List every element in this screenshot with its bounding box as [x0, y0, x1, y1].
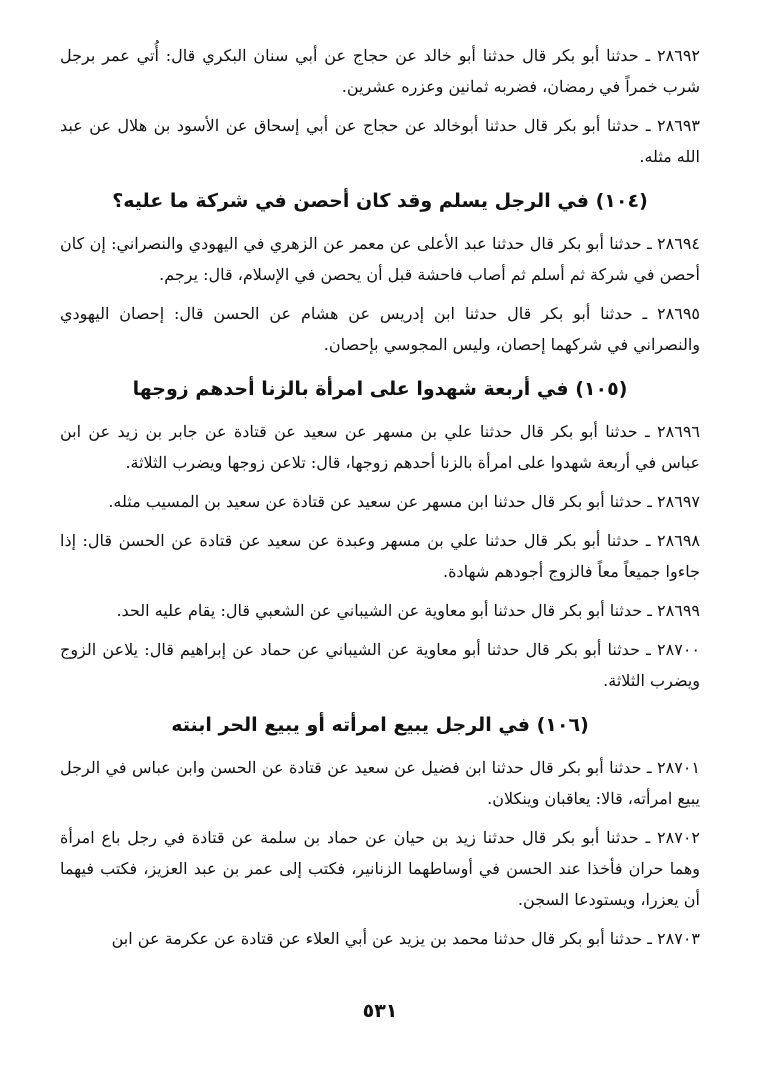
hadith-entry-28694: ٢٨٦٩٤ ـ حدثنا أبو بكر قال حدثنا عبد الأعلى عن معمر عن الزهري في اليهودي والنصراني: إن كان أحصن في شركة ثم أسلم ثم أصاب فاحشة قبل أن يحصن في الإسلام، قال: يرجم. [60, 234, 701, 284]
hadith-entry-28696: ٢٨٦٩٦ ـ حدثنا أبو بكر قال حدثنا علي بن مسهر عن سعيد عن قتادة عن جابر بن زيد عن ابن عباس في أربعة شهدوا على امرأة بالزنا أحدهم زوجها، قال: تلاعن زوجها ويضرب الثلاثة. [60, 422, 701, 472]
hadith-entry-28699: ٢٨٦٩٩ ـ حدثنا أبو بكر قال حدثنا أبو معاوية عن الشيباني عن الشعبي قال: يقام عليه الحد. [116, 601, 700, 620]
hadith-entry-28697: ٢٨٦٩٧ ـ حدثنا أبو بكر قال حدثنا ابن مسهر عن سعيد عن قتادة عن سعيد بن المسيب مثله. [108, 492, 700, 511]
hadith-entry-28695: ٢٨٦٩٥ ـ حدثنا أبو بكر قال حدثنا ابن إدريس عن هشام عن الحسن قال: إحصان اليهودي والنصراني في شركهما إحصان، وليس المجوسي بإحصان. [60, 304, 700, 354]
hadith-entry-28692: ٢٨٦٩٢ ـ حدثنا أبو بكر قال حدثنا أبو خالد عن حجاج عن أبي سنان البكري قال: أُتي عمر برجل شرب خمراً في رمضان، فضربه ثمانين وعزره عشرين. [60, 46, 700, 96]
hadith-entry-28701: ٢٨٧٠١ ـ حدثنا أبو بكر قال حدثنا ابن فضيل عن سعيد عن قتادة عن الحسن وابن عباس في الرجل يبيع امرأته، قالا: يعاقبان وينكلان. [60, 758, 700, 808]
section-heading-106: (١٠٦) في الرجل يبيع امرأته أو يبيع الحر ابنته [171, 714, 589, 736]
hadith-entry-28698: ٢٨٦٩٨ ـ حدثنا أبو بكر قال حدثنا علي بن مسهر وعبدة عن سعيد عن قتادة عن الحسن قال: إذا جاءوا جميعاً معاً فالزوج أجودهم شهادة. [60, 531, 700, 581]
section-heading-104: (١٠٤) في الرجل يسلم وقد كان أحصن في شركة ما عليه؟ [112, 190, 648, 212]
section-heading-105: (١٠٥) في أربعة شهدوا على امرأة بالزنا أحدهم زوجها [132, 378, 628, 400]
hadith-entry-28693: ٢٨٦٩٣ ـ حدثنا أبو بكر قال حدثنا أبوخالد عن حجاج عن أبي إسحاق عن الأسود بن هلال عن عبد الله مثله. [60, 116, 701, 166]
page-number: ٥٣١ [362, 1000, 398, 1022]
hadith-entry-28702: ٢٨٧٠٢ ـ حدثنا أبو بكر قال حدثنا زيد بن حيان عن حماد بن سلمة عن قتادة في رجل باع امرأة وهما حران فأخذا عند الحسن في أوساطهما الزنانير، فكتب إلى عمر بن عبد العزيز، فكتب فيهما أن يعزرا، ويستودعا السجن. [60, 828, 700, 909]
hadith-entry-28700: ٢٨٧٠٠ ـ حدثنا أبو بكر قال حدثنا أبو معاوية عن الشيباني عن حماد عن إبراهيم قال: يلاعن الزوج ويضرب الثلاثة. [60, 640, 700, 690]
hadith-entry-28703: ٢٨٧٠٣ ـ حدثنا أبو بكر قال حدثنا محمد بن يزيد عن أبي العلاء عن قتادة عن عكرمة عن ابن [111, 929, 700, 948]
